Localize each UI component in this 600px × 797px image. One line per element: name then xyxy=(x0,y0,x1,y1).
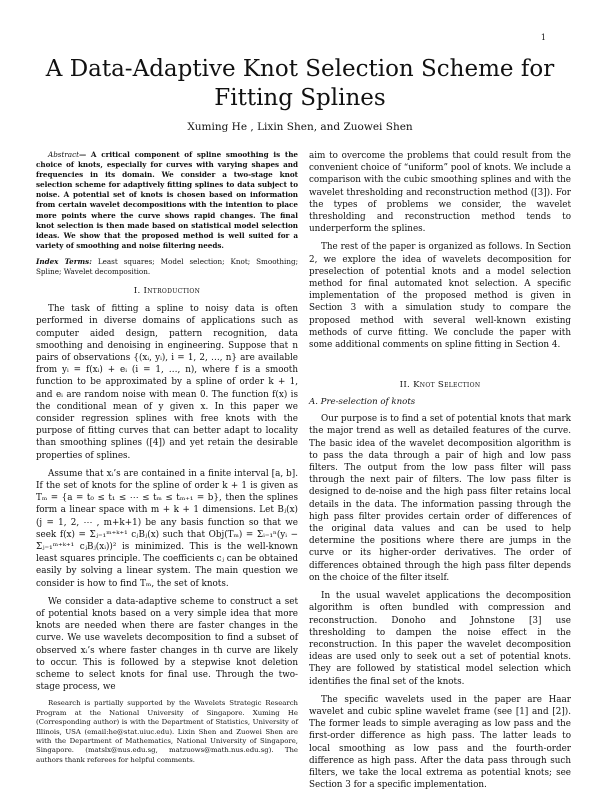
abstract-text: — A critical component of spline smoothing is the choice of knots, especially for curves with varying shapes and frequencies in its domain. We consider a two-stage knot selection scheme for adaptively fitting splines to data subject to noise. A potential set of knots is chosen based on information from certain wavelet decompositions with the intention to place more points where the curve shows rapid changes. The final knot selection is then made based on statistical model selection ideas. We show that the proposed method is well suited for a variety of smoothing and noise filtering needs. xyxy=(36,150,298,250)
paragraph: The specific wavelets used in the paper are Haar wavelet and cubic spline wavelet frame (see [1] and [2]). The former leads to simple averaging as low pass and the first-order difference as high pass. The latter leads to local smoothing as low pass and the fourth-order difference as high pass. After the data pass through such filters, we take the local extrema as potential knots; see Section 3 for a specific implementation. xyxy=(309,694,571,791)
page-number: 1 xyxy=(540,33,546,42)
paragraph: The rest of the paper is organized as follows. In Section 2, we explore the idea of wavelets decomposition for preselection of potential knots and a model selection method for final automated knot selection. A specific implementation of the proposed method is given in Section 3 with a simulation study to compare the proposed method with several well-known existing methods of curve fitting. We conclude the paper with some additional comments on spline fitting in Section 4. xyxy=(309,242,571,351)
paper-title: A Data-Adaptive Knot Selection Scheme for Fitting Splines xyxy=(45,56,555,111)
section-heading-knot-selection: II. Knot Selection xyxy=(399,380,481,391)
index-terms-text: Least squares; Model selection; Knot; Smoothing; Spline; Wavelet decomposition. xyxy=(36,256,298,277)
section-heading-introduction: I. Introduction xyxy=(133,286,201,297)
abstract xyxy=(36,150,298,251)
index-terms-label: Index Terms: xyxy=(36,256,92,266)
paragraph: In the usual wavelet applications the decomposition algorithm is often bundled with compression and reconstruction. Donoho and Johnstone [3] use thresholding to dampen the noise effect in the reconstruction. In this paper the wavelet decomposition ideas are used only to seek out a set of potential knots. They are followed by statistical model selection which identifies the final set of the knots. xyxy=(309,591,571,687)
paragraph: Our purpose is to find a set of potential knots that mark the major trend as well as detailed features of the curve. The basic idea of the wavelet decomposition algorithm is to pass the data through a pair of high and low pass filters. The output from the low pass filter will pass through the next pair of filters. The low pass filter is designed to de-noise and the high pass filter retains local details in the data. The information passing through the high pass filter provides certain order of differences of the original data values and can be used to help determine the positions where there are jumps in the curve or its higher-order derivatives. The order of differences obtained through the high pass filter depends on the choice of the filter itself. xyxy=(309,414,571,583)
abstract-label: Abstract xyxy=(48,150,80,159)
subsection-heading-preselection: A. Pre-selection of knots xyxy=(309,397,416,408)
paragraph: We consider a data-adaptive scheme to construct a set of potential knots based on a very simple idea that more knots are needed when there are faster changes in the curve. We use wavelets decomposition to find a subset of observed xᵢ’s where faster changes in th curve are likely to occur. This is followed by a stepwise knot deletion scheme to select knots for final use. Through the two-stage process, we xyxy=(36,596,298,693)
left-column xyxy=(36,150,298,771)
paragraph: aim to overcome the problems that could result from the convenient choice of “uniform” pool of knots. We include a comparison with the cubic smoothing splines and with the wavelet thresholding and reconstruction method ([3]). For the types of problems we consider, the wavelet thresholding and reconstruction method tends to underperform the splines. xyxy=(309,151,571,235)
index-terms xyxy=(36,257,298,277)
author-list: Xuming He , Lixin Shen, and Zuowei Shen xyxy=(187,121,413,133)
paragraph: Assume that xᵢ’s are contained in a finite interval [a, b]. If the set of knots for the spline of order k + 1 is given as Tₘ = {a = t₀ ≤ t₁ ≤ ⋯ ≤ tₘ ≤ tₘ₊₁ = b}, then the splines form a linear space with m + k + 1 dimensions. Let Bⱼ(x) (j = 1, 2, ⋯ , m+k+1) be any basis function so that we seek f(x) = Σⱼ₌₁ᵐ⁺ᵏ⁺¹ cⱼBⱼ(x) such that Obj(Tₘ) = Σᵢ₌₁ⁿ(yᵢ − Σⱼ₌₁ᵐ⁺ᵏ⁺¹ cⱼBⱼ(xᵢ))² is minimized. This is the well-known least squares principle. The coefficients cⱼ can be obtained easily by solving a linear system. The main question we consider is how to find Tₘ, the set of knots. xyxy=(36,468,299,589)
right-column xyxy=(309,150,571,797)
footnote: Research is partially supported by the Wavelets Strategic Research Program at the National University of Singapore. Xuming He (Corresponding author) is with the Department of Statistics, University of Illinois, USA (email:he@stat.uiuc.edu). Lixin Shen and Zuowei Shen are with the Department of Mathematics, National University of Singapore, Singapore. (matslx@nus.edu.sg, matzuows@math.nus.edu.sg). The authors thank referees for helpful comments. xyxy=(36,699,298,764)
paragraph: The task of fitting a spline to noisy data is often performed in diverse domains of applications such as computer aided design, pattern recognition, data smoothing and denoising in engineering. Suppose that n pairs of observations {(xᵢ, yᵢ), i = 1, 2, …, n} are available from yᵢ = f(xᵢ) + eᵢ (i = 1, …, n), where f is a smooth function to be approximated by a spline of order k + 1, and eᵢ are random noise with mean 0. The function f(x) is the conditional mean of y given x. In this paper we consider regression splines with free knots with the purpose of fitting curves that can better adapt to locality than smoothing splines ([4]) and yet retain the desirable properties of splines. xyxy=(36,304,298,461)
